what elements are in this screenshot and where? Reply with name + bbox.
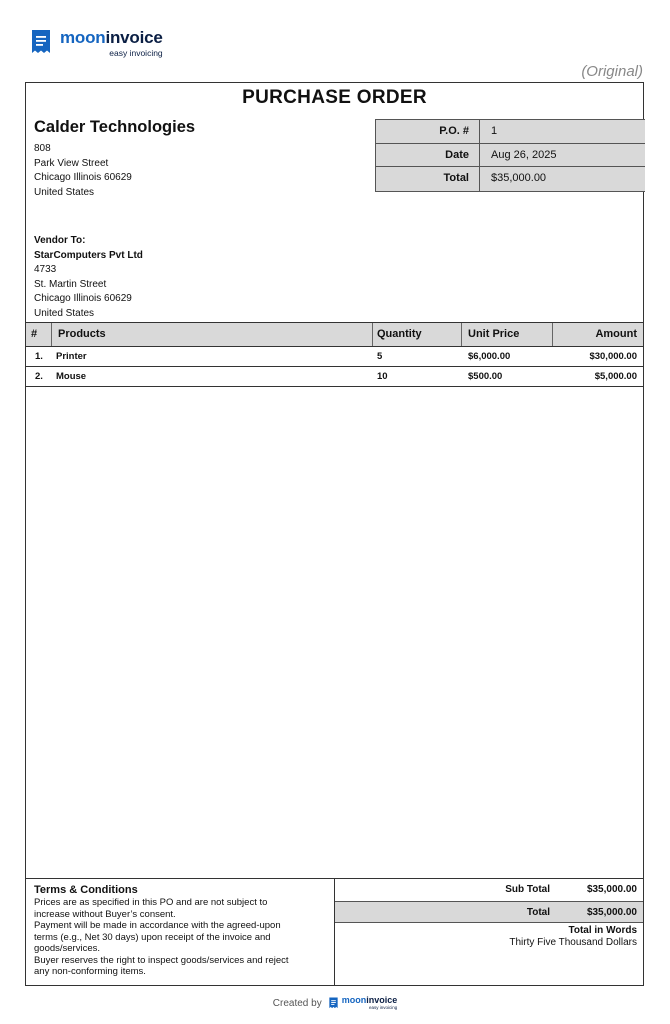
vendor-address-line: 4733 <box>34 264 57 275</box>
total-in-words-value: Thirty Five Thousand Dollars <box>509 937 637 948</box>
subtotal-label: Sub Total <box>505 884 550 895</box>
terms-title: Terms & Conditions <box>34 884 138 896</box>
receipt-icon <box>30 29 52 55</box>
subtotal-row <box>335 879 643 901</box>
terms-line: terms (e.g., Net 30 days) upon receipt of the invoice and <box>34 931 271 943</box>
created-by-footer <box>0 996 670 1010</box>
total-value: $35,000.00 <box>586 907 637 918</box>
table-row <box>26 367 643 387</box>
vendor-address-line: Chicago Illinois 60629 <box>34 293 132 304</box>
company-address-line: Chicago Illinois 60629 <box>34 172 132 183</box>
purchase-order-document <box>25 82 644 986</box>
brand-name-moon: moon <box>60 28 106 47</box>
company-name: Calder Technologies <box>34 118 196 136</box>
terms-line: Buyer reserves the right to inspect goods/services and reject <box>34 954 289 966</box>
vendor-heading: Vendor To: <box>34 235 86 246</box>
products-table-header <box>26 322 643 347</box>
table-row <box>26 347 643 367</box>
po-number-label: P.O. # <box>376 120 480 143</box>
po-total-label: Total <box>376 167 480 191</box>
company-address-line: United States <box>34 186 95 198</box>
col-header-number: # <box>26 323 52 346</box>
copy-label: (Original) <box>581 63 643 80</box>
terms-line: Prices are as specified in this PO and are not subject to <box>34 897 268 908</box>
receipt-icon <box>328 997 339 1009</box>
row-quantity: 10 <box>377 371 388 382</box>
row-product: Printer <box>56 351 87 362</box>
row-amount: $5,000.00 <box>594 371 637 382</box>
brand-name <box>60 29 163 47</box>
company-address-line: 808 <box>34 143 51 154</box>
row-amount: $30,000.00 <box>589 351 637 362</box>
po-number-row <box>376 120 645 144</box>
po-total-value: $35,000.00 <box>480 167 645 191</box>
terms-line: increase without Buyer’s consent. <box>34 908 176 920</box>
brand-logo <box>30 29 163 58</box>
created-by-brand <box>342 996 398 1010</box>
po-info-box <box>375 119 645 192</box>
row-unit-price: $6,000.00 <box>468 351 511 362</box>
subtotal-value: $35,000.00 <box>586 884 637 895</box>
col-header-unit-price: Unit Price <box>462 323 553 346</box>
col-header-quantity: Quantity <box>373 323 462 346</box>
terms-line: Payment will be made in accordance with the agreed-upon <box>34 920 281 931</box>
terms-block <box>34 884 324 978</box>
company-address-line: Park View Street <box>34 157 109 169</box>
vendor-block <box>34 234 143 321</box>
mini-brand-invoice: invoice <box>366 995 398 1005</box>
row-quantity: 5 <box>377 351 383 362</box>
document-title: PURCHASE ORDER <box>242 87 427 108</box>
brand-name-invoice: invoice <box>105 28 163 47</box>
total-in-words-label: Total in Words <box>568 925 637 936</box>
document-footer <box>26 878 643 986</box>
po-number-value: 1 <box>480 120 645 143</box>
company-address <box>34 142 132 200</box>
vendor-address-line: United States <box>34 307 95 319</box>
row-product: Mouse <box>56 371 87 382</box>
created-by-label: Created by <box>272 997 322 1009</box>
total-row <box>335 901 643 923</box>
terms-line: goods/services. <box>34 943 101 954</box>
total-label: Total <box>526 907 550 918</box>
row-number: 2. <box>35 371 43 382</box>
col-header-products: Products <box>52 323 373 346</box>
po-date-label: Date <box>376 144 480 167</box>
row-unit-price: $500.00 <box>468 371 503 382</box>
row-number: 1. <box>35 351 43 362</box>
po-total-row <box>376 167 645 191</box>
po-date-row <box>376 144 645 168</box>
terms-line: any non-conforming items. <box>34 966 146 977</box>
vendor-name: StarComputers Pvt Ltd <box>34 249 143 261</box>
mini-brand-moon: moon <box>341 995 367 1005</box>
brand-tagline: easy invoicing <box>109 48 163 58</box>
total-in-words <box>335 923 643 949</box>
vendor-address-line: St. Martin Street <box>34 278 107 290</box>
col-header-amount: Amount <box>595 328 637 340</box>
totals-block <box>335 879 643 949</box>
mini-brand-tagline: easy invoicing <box>368 1005 398 1010</box>
po-date-value: Aug 26, 2025 <box>480 144 645 167</box>
